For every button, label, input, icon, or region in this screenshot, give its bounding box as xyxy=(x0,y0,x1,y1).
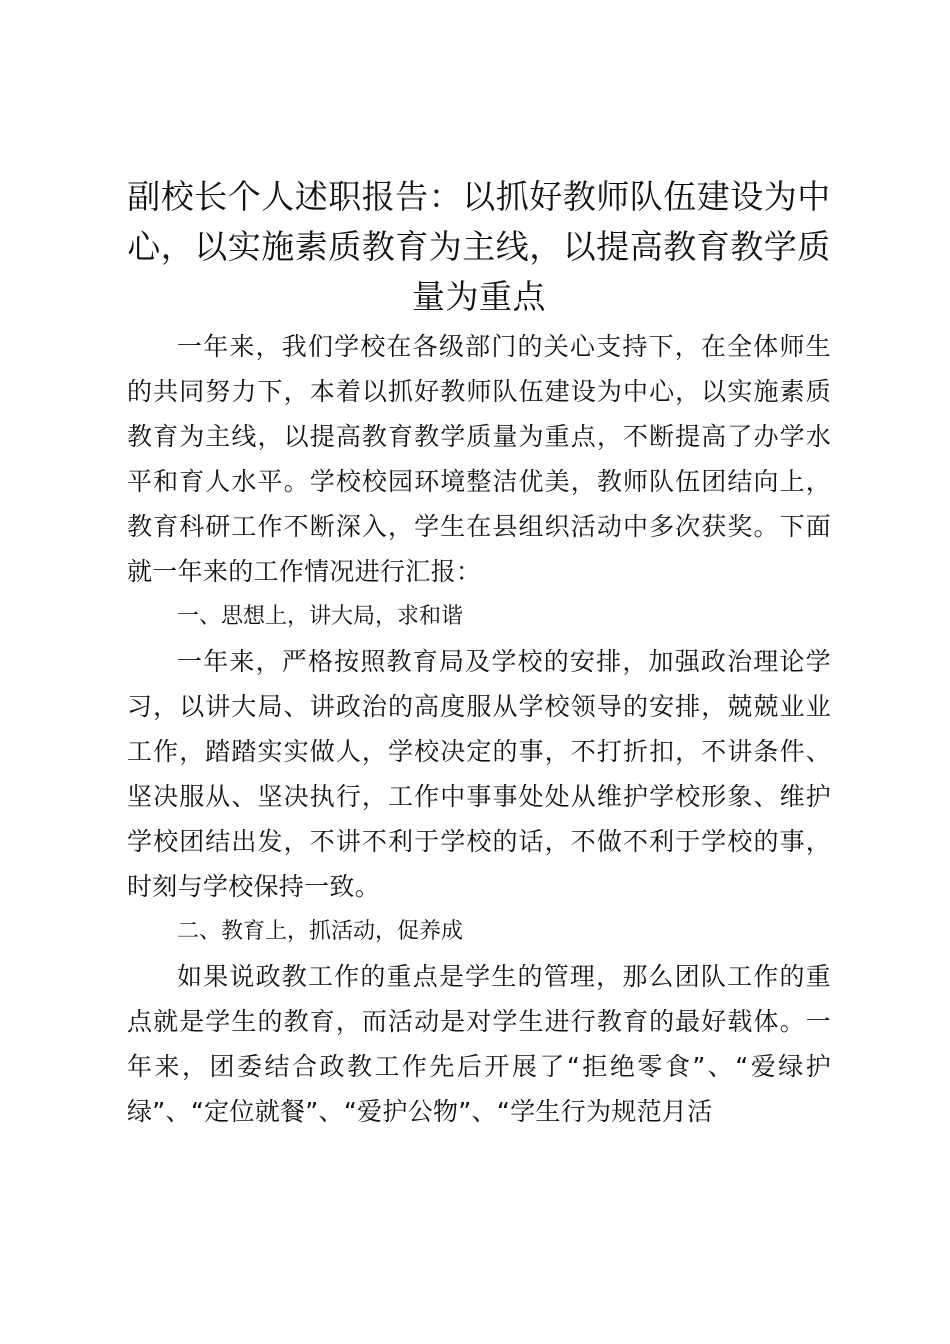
section-2-paragraph: 如果说政教工作的重点是学生的管理，那么团队工作的重点就是学生的教育，而活动是对学生进行教育的最好载体。一年来，团委结合政教工作先后开展了“拒绝零食”、“爱绿护绿”、“定位就餐”、“爱护公物”、“学生行为规范月活 xyxy=(127,962,831,1126)
document-page xyxy=(127,172,831,1134)
document-title: 副校长个人述职报告：以抓好教师队伍建设为中心，以实施素质教育为主线，以提高教育教学质量为重点 xyxy=(127,177,831,316)
section-heading-1: 一、思想上，讲大局，求和谐 xyxy=(177,604,464,629)
intro-paragraph: 一年来，我们学校在各级部门的关心支持下，在全体师生的共同努力下，本着以抓好教师队伍建设为中心，以实施素质教育为主线，以提高教育教学质量为重点，不断提高了办学水平和育人水平。学校校园环境整洁优美，教师队伍团结向上，教育科研工作不断深入，学生在县组织活动中多次获奖。下面就一年来的工作情况进行汇报： xyxy=(127,332,831,586)
section-heading-2: 二、教育上，抓活动，促养成 xyxy=(177,919,464,944)
section-1-paragraph: 一年来，严格按照教育局及学校的安排，加强政治理论学习，以讲大局、讲政治的高度服从学校领导的安排，兢兢业业工作，踏踏实实做人，学校决定的事，不打折扣，不讲条件、坚决服从、坚决执行，工作中事事处处从维护学校形象、维护学校团结出发，不讲不利于学校的话，不做不利于学校的事，时刻与学校保持一致。 xyxy=(127,647,831,901)
